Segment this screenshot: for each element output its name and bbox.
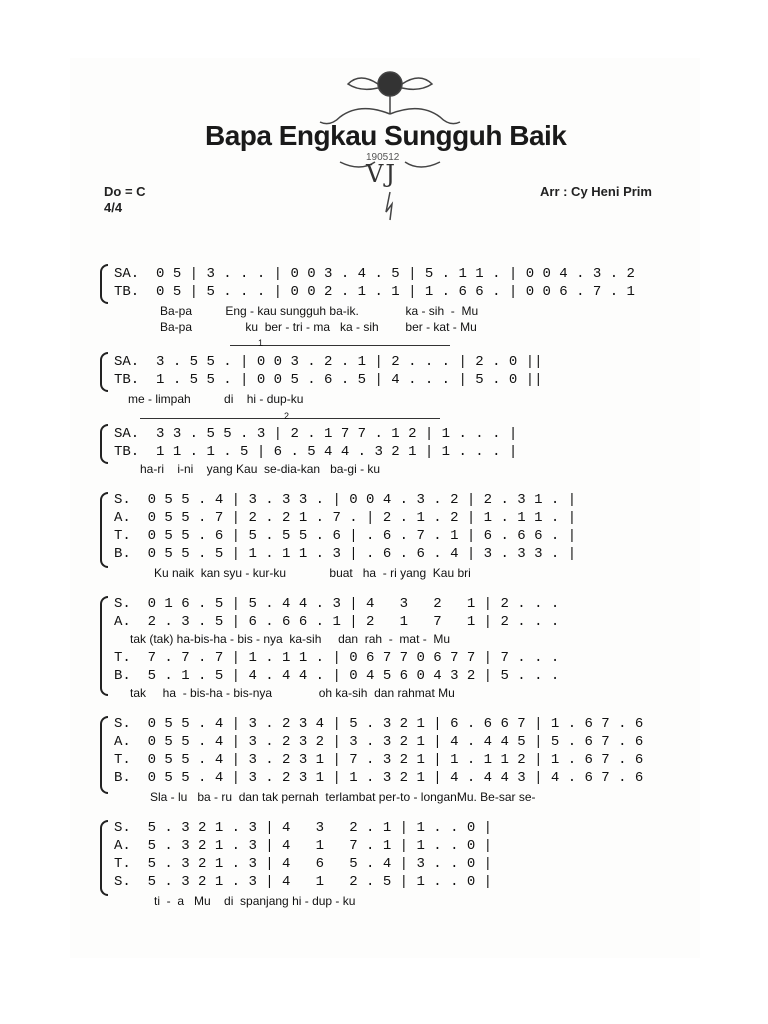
staff-line: S. 5 . 3 2 1 . 3 | 4 3 2 . 1 | 1 . . 0 | [114,820,493,836]
staff-line: S. 0 5 5 . 4 | 3 . 2 3 4 | 5 . 3 2 1 | 6 . 6 6 7 | 1 . 6 7 . 6 [114,716,644,732]
system-brace [100,264,108,304]
staff-line: T. 0 5 5 . 4 | 3 . 2 3 1 | 7 . 3 2 1 | 1 . 1 1 2 | 1 . 6 7 . 6 [114,752,644,768]
lyric-line: ti - a Mu di spanjang hi - dup - ku [154,894,356,908]
key-signature: Do = C [104,184,146,199]
volta-bracket [140,418,440,419]
volta-number: 2 [284,411,290,421]
song-title: Bapa Engkau Sungguh Baik [205,120,567,151]
lyric-line: Ku naik kan syu - kur-ku buat ha - ri yang Kau bri [154,566,471,580]
staff-line: T. 5 . 3 2 1 . 3 | 4 6 5 . 4 | 3 . . 0 | [114,856,493,872]
staff-line: S. 0 5 5 . 4 | 3 . 3 3 . | 0 0 4 . 3 . 2 | 2 . 3 1 . | [114,492,577,508]
staff-line: A. 5 . 3 2 1 . 3 | 4 1 7 . 1 | 1 . . 0 | [114,838,493,854]
staff-line: B. 0 5 5 . 4 | 3 . 2 3 1 | 1 . 3 2 1 | 4 . 4 4 3 | 4 . 6 7 . 6 [114,770,644,786]
lyric-line: tak ha - bis-ha - bis-nya oh ka-sih dan rahmat Mu [130,686,455,700]
staff-line: SA. 0 5 | 3 . . . | 0 0 3 . 4 . 5 | 5 . 1 1 . | 0 0 4 . 3 . 2 [114,266,635,282]
lyric-line: Ba-pa ku ber - tri - ma ka - sih ber - kat - Mu [160,320,477,334]
volta-number: 1 [258,338,264,348]
staff-line: TB. 1 1 . 1 . 5 | 6 . 5 4 4 . 3 2 1 | 1 . . . | [114,444,518,460]
arranger: Arr : Cy Heni Prim [540,184,652,199]
system-brace [100,716,108,794]
lyric-line: ha-ri i-ni yang Kau se-dia-kan ba-gi - ku [140,462,381,476]
lyric-line: me - limpah di hi - dup-ku [128,392,304,406]
staff-line: TB. 0 5 | 5 . . . | 0 0 2 . 1 . 1 | 1 . 6 6 . | 0 0 6 . 7 . 1 [114,284,635,300]
staff-line: T. 0 5 5 . 6 | 5 . 5 5 . 6 | . 6 . 7 . 1 | 6 . 6 6 . | [114,528,577,544]
system-brace [100,820,108,896]
staff-line: B. 0 5 5 . 5 | 1 . 1 1 . 3 | . 6 . 6 . 4 | 3 . 3 3 . | [114,546,577,562]
lyric-line: Ba-pa Eng - kau sungguh ba-ik. ka - sih - Mu [160,304,479,318]
monogram: VJ [366,160,397,188]
lyric-line: Sla - lu ba - ru dan tak pernah terlambat per-to - longanMu. Be-sar se- [150,790,536,804]
staff-line: A. 2 . 3 . 5 | 6 . 6 6 . 1 | 2 1 7 1 | 2 . . . [114,614,560,630]
system-brace [100,596,108,696]
staff-line: S. 0 1 6 . 5 | 5 . 4 4 . 3 | 4 3 2 1 | 2 . . . [114,596,560,612]
song-code: 190512 [366,152,400,163]
staff-line: S. 5 . 3 2 1 . 3 | 4 1 2 . 5 | 1 . . 0 | [114,874,493,890]
staff-line: SA. 3 . 5 5 . | 0 0 3 . 2 . 1 | 2 . . . | 2 . 0 || [114,354,543,370]
staff-line: TB. 1 . 5 5 . | 0 0 5 . 6 . 5 | 4 . . . | 5 . 0 || [114,372,543,388]
system-brace [100,352,108,392]
lyric-line: tak (tak) ha-bis-ha - bis - nya ka-sih dan rah - mat - Mu [130,632,451,646]
staff-line: SA. 3 3 . 5 5 . 3 | 2 . 1 7 7 . 1 2 | 1 . . . | [114,426,518,442]
staff-line: T. 7 . 7 . 7 | 1 . 1 1 . | 0 6 7 7 0 6 7 7 | 7 . . . [114,650,560,666]
staff-line: B. 5 . 1 . 5 | 4 . 4 4 . | 0 4 5 6 0 4 3 2 | 5 . . . [114,668,560,684]
staff-line: A. 0 5 5 . 4 | 3 . 2 3 2 | 3 . 3 2 1 | 4 . 4 4 5 | 5 . 6 7 . 6 [114,734,644,750]
system-brace [100,492,108,568]
staff-line: A. 0 5 5 . 7 | 2 . 2 1 . 7 . | 2 . 1 . 2 | 1 . 1 1 . | [114,510,577,526]
time-signature: 4/4 [104,200,123,215]
system-brace [100,424,108,464]
